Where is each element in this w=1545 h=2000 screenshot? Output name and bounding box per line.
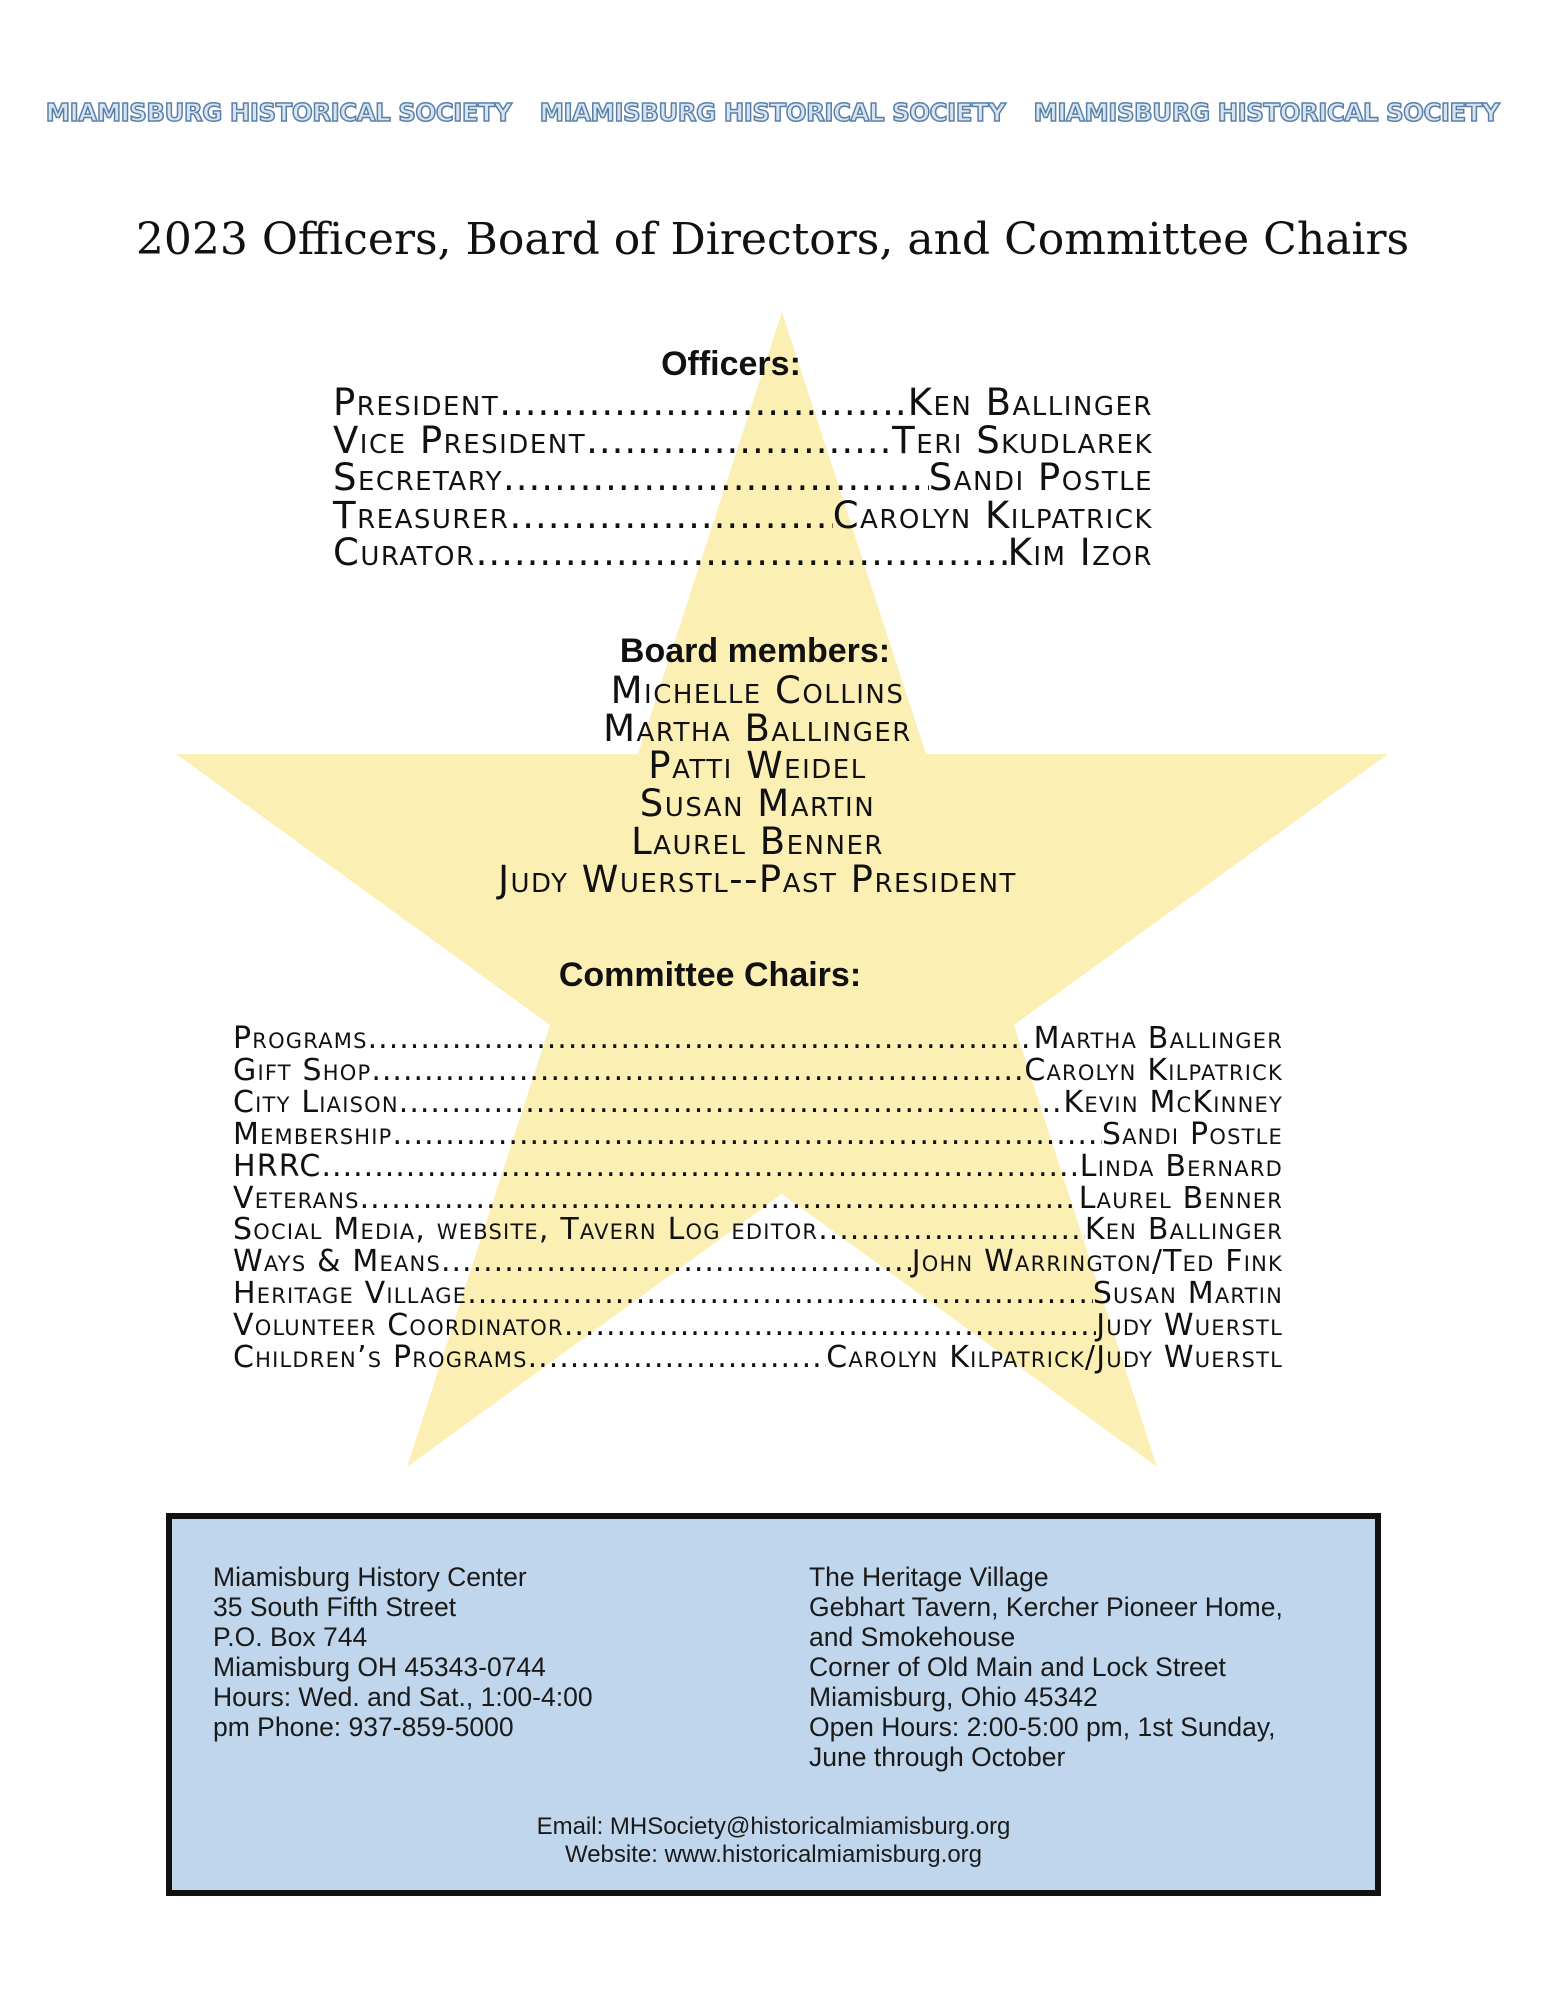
- po-box: P.O. Box 744: [213, 1622, 368, 1652]
- committee-name: Kevin McKinney: [1063, 1084, 1283, 1120]
- season-line: June through October: [809, 1742, 1066, 1772]
- committee-name: Linda Bernard: [1079, 1148, 1283, 1184]
- committee-name: Sandi Postle: [1101, 1116, 1283, 1152]
- buildings-line-2: and Smokehouse: [809, 1622, 1016, 1652]
- committee-row: [233, 1310, 1283, 1342]
- committee-row: [233, 1116, 1283, 1152]
- board-member: Martha Ballinger: [603, 706, 912, 750]
- committee-name: Ken Ballinger: [1084, 1212, 1283, 1248]
- phone-line: pm Phone: 937-859-5000: [213, 1712, 514, 1742]
- committee-row: [233, 1246, 1283, 1278]
- officer-name: Kim Izor: [1007, 531, 1153, 574]
- officer-row: [333, 456, 1153, 499]
- committee-role: Children’s Programs: [233, 1340, 528, 1376]
- board-member: Michelle Collins: [610, 669, 905, 712]
- banner-text: MIAMISBURG HISTORICAL SOCIETY: [45, 98, 512, 127]
- board-member: Laurel Benner: [631, 819, 884, 863]
- banner-text: MIAMISBURG HISTORICAL SOCIETY: [1033, 98, 1500, 127]
- website-link[interactable]: Website: www.historicalmiamisburg.org: [564, 1841, 983, 1868]
- officer-name: Carolyn Kilpatrick: [832, 493, 1153, 537]
- officer-role: Treasurer: [333, 493, 510, 537]
- board-member: Patti Weidel: [648, 744, 867, 788]
- committee-role: Veterans: [233, 1180, 360, 1216]
- officer-role: President: [333, 381, 500, 424]
- committee-role: HRRC: [233, 1148, 322, 1184]
- email-link[interactable]: Email: MHSociety@historicalmiamisburg.org: [536, 1813, 1011, 1840]
- history-center-name: Miamisburg History Center: [213, 1562, 527, 1592]
- open-hours-line: Open Hours: 2:00-5:00 pm, 1st Sunday,: [809, 1712, 1276, 1742]
- committee-name: Laurel Benner: [1078, 1180, 1283, 1216]
- committee-role: Ways & Means: [233, 1244, 441, 1280]
- committee-role: Heritage Village: [233, 1276, 468, 1312]
- committee-role: Social Media, website, Tavern Log editor: [233, 1212, 819, 1248]
- committee-role: Membership: [233, 1116, 393, 1152]
- city-line: Miamisburg, Ohio 45342: [809, 1682, 1098, 1712]
- committee-role: Volunteer Coordinator: [233, 1308, 564, 1344]
- officer-name: Teri Skudlarek: [892, 418, 1153, 462]
- committee-row: [233, 1214, 1283, 1246]
- web-contact: [172, 1813, 1375, 1869]
- page-title: 2023 Officers, Board of Directors, and Committee Chairs: [135, 214, 1410, 265]
- officers-list: [333, 381, 1153, 574]
- heritage-village-name: The Heritage Village: [809, 1562, 1049, 1592]
- contact-info-box: [166, 1513, 1381, 1896]
- hours-line: Hours: Wed. and Sat., 1:00-4:00: [213, 1682, 593, 1712]
- committee-name: Carolyn Kilpatrick: [1024, 1052, 1283, 1088]
- officer-row: [333, 493, 1153, 537]
- board-member: Susan Martin: [639, 782, 876, 826]
- committee-name: Judy Wuerstl: [1096, 1308, 1283, 1344]
- board-members-list: [0, 669, 1515, 901]
- committee-row: [233, 1278, 1283, 1310]
- committee-name: Martha Ballinger: [1033, 1021, 1283, 1056]
- officer-role: Secretary: [333, 456, 503, 499]
- city-line: Miamisburg OH 45343-0744: [213, 1652, 546, 1682]
- board-heading: Board members:: [619, 632, 891, 670]
- committee-name: Carolyn Kilpatrick/Judy Wuerstl: [826, 1340, 1283, 1376]
- committee-row: [233, 1148, 1283, 1184]
- banner-text: MIAMISBURG HISTORICAL SOCIETY: [539, 98, 1006, 127]
- committee-chairs-list: [233, 1023, 1283, 1374]
- committee-role: Programs: [233, 1021, 368, 1056]
- committee-heading: Committee Chairs:: [558, 956, 862, 994]
- officer-row: [333, 418, 1153, 462]
- officers-heading: Officers:: [661, 345, 801, 383]
- committee-row: [233, 1023, 1283, 1055]
- officer-name: Sandi Postle: [928, 456, 1153, 499]
- committee-row: [233, 1180, 1283, 1216]
- committee-name: Susan Martin: [1092, 1276, 1283, 1312]
- location-line: Corner of Old Main and Lock Street: [809, 1652, 1226, 1682]
- committee-row: [233, 1052, 1283, 1088]
- committee-role: City Liaison: [233, 1084, 399, 1120]
- committee-role: Gift Shop: [233, 1052, 372, 1088]
- committee-name: John Warrington/Ted Fink: [911, 1244, 1283, 1280]
- officer-role: Vice President: [333, 418, 587, 462]
- history-center-info: [213, 1562, 593, 1742]
- heritage-village-info: [809, 1562, 1283, 1772]
- officer-row: [333, 531, 1153, 574]
- officer-row: [333, 381, 1153, 424]
- committee-row: [233, 1084, 1283, 1120]
- officer-role: Curator: [333, 531, 476, 574]
- buildings-line: Gebhart Tavern, Kercher Pioneer Home,: [809, 1592, 1283, 1622]
- officer-name: Ken Ballinger: [907, 381, 1153, 424]
- address-line: 35 South Fifth Street: [213, 1592, 457, 1622]
- committee-row: [233, 1342, 1283, 1374]
- board-member: Judy Wuerstl--Past President: [498, 857, 1017, 901]
